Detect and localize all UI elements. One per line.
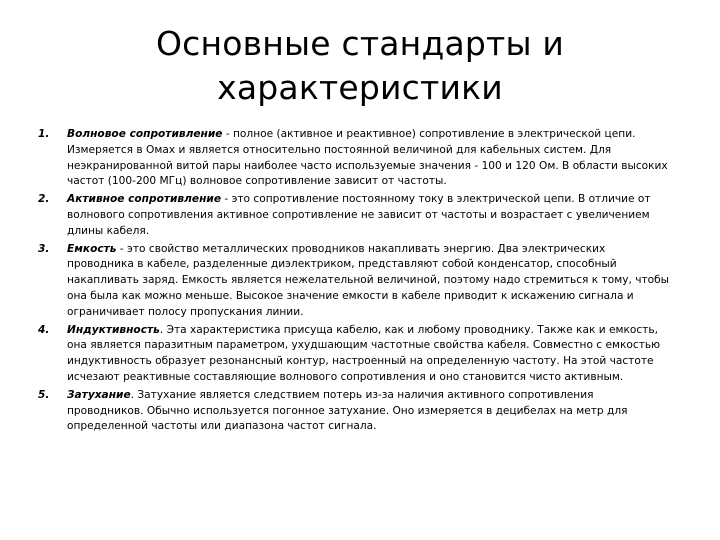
list-item-text: - полное (активное и реактивное) сопротивление в электрической цепи. Измеряется в Омах и является относительно постоянной величиной для кабельных систем. Для неэкранированной витой пары наиболее часто используемые значения - 100 и 120 Ом. В области высоких частот (100-200 МГц) волновое сопротивление зависит от частоты. — [67, 128, 668, 188]
list-item-number: 4. — [38, 323, 50, 336]
characteristics-list — [38, 127, 670, 437]
list-item-text: . Эта характеристика присуща кабелю, как и любому проводнику. Также как и емкость, она является паразитным параметром, ухудшающим частотные свойства кабеля. Совместно с емкостью индуктивность образует резонансный контур, настроенный на определенную частоту. На этой частоте исчезают реактивные составляющие волнового сопротивления и оно становится чисто активным. — [67, 323, 661, 383]
list-item-term: Емкость — [67, 242, 117, 255]
slide-title-line-2: характеристики — [217, 68, 503, 107]
list-item — [38, 323, 670, 386]
list-item-number: 5. — [38, 388, 50, 401]
list-item-term: Активное сопротивление — [67, 193, 222, 206]
list-item — [38, 242, 670, 321]
list-item-number: 3. — [38, 242, 50, 255]
slide-title-line-1: Основные стандарты и — [155, 24, 565, 63]
slide-title — [90, 22, 630, 110]
list-item — [38, 388, 670, 435]
list-item-term: Индуктивность — [67, 323, 160, 336]
list-item-text: . Затухание является следствием потерь из-за наличия активного сопротивления проводников. Обычно используется погонное затухание. Оно измеряется в децибелах на метр для определенной частоты или диапазона частот сигнала. — [67, 388, 628, 433]
list-item-number: 2. — [38, 193, 50, 206]
list-item-term: Затухание — [67, 388, 131, 401]
list-item-text: - это свойство металлических проводников накапливать энергию. Два электрических проводника в кабеле, разделенные диэлектриком, представляют собой конденсатор, способный накапливать заряд. Емкость является нежелательной величиной, поэтому надо стремиться к тому, чтобы она была как можно меньше. Высокое значение емкости в кабеле приводит к искажению сигнала и ограничивает полосу пропускания линии. — [67, 242, 670, 318]
list-item-number: 1. — [38, 128, 50, 140]
list-item — [38, 127, 670, 190]
list-item-term: Волновое сопротивление — [67, 128, 223, 140]
list-item — [38, 192, 670, 239]
list-item-text: - это сопротивление постоянному току в электрической цепи. В отличие от волнового сопротивления активное сопротивление не зависит от частоты и возрастает с увеличением длины кабеля. — [67, 193, 651, 237]
